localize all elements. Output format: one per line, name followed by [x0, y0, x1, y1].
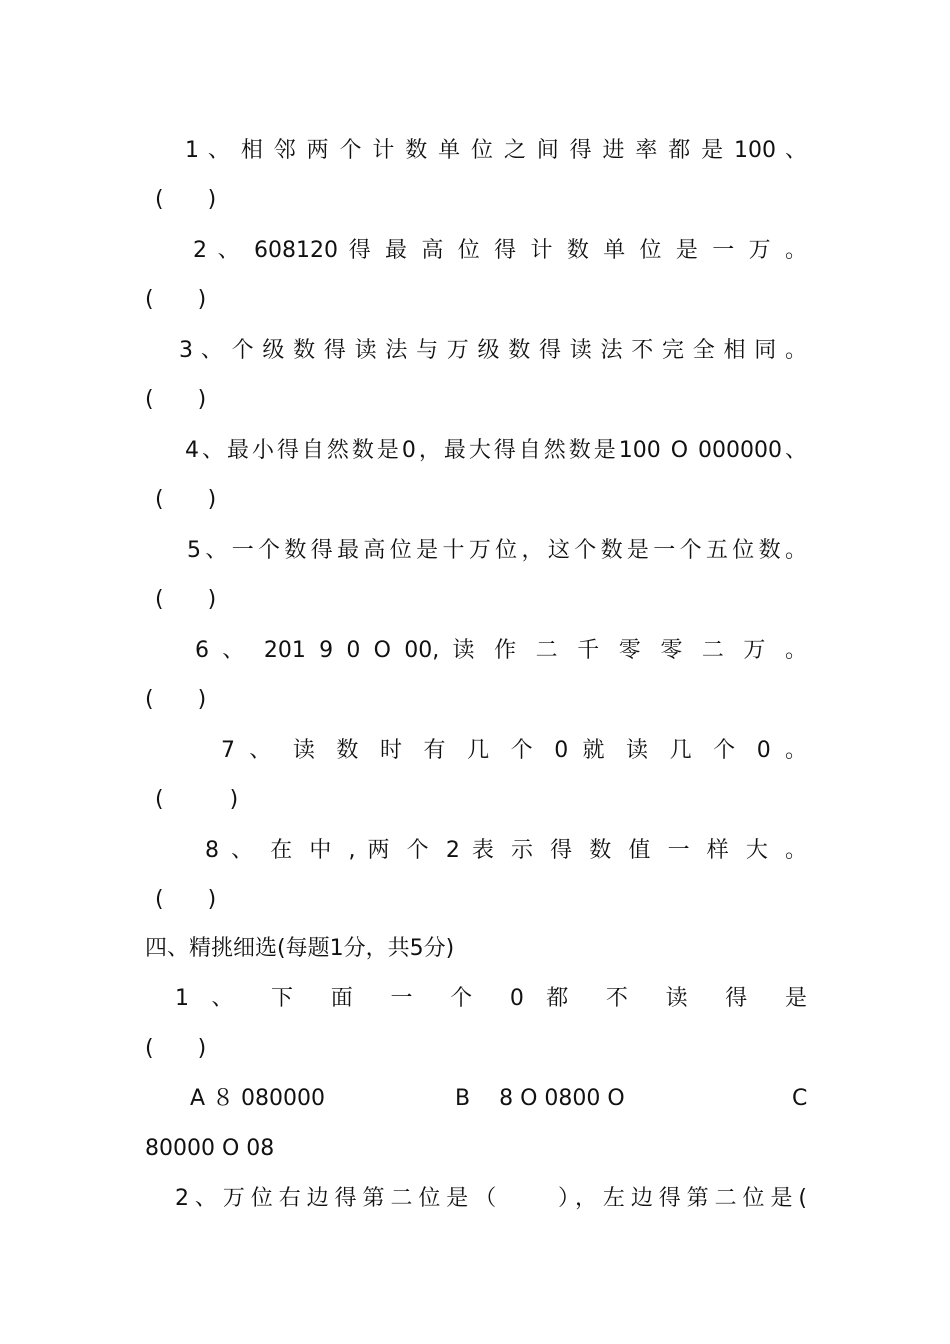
choice-q2-stem: 2、万位右边得第二位是（ ），左边得第二位是(: [175, 1186, 807, 1211]
choice-q1-option-c-label: C: [792, 1086, 808, 1111]
choice-q1-paren: ( ): [145, 1036, 207, 1061]
choice-q1-option-c-value: 80000 O 08: [145, 1136, 275, 1161]
judgment-item-7-paren: ( ): [155, 787, 239, 812]
judgment-item-3-text: 3 、 个 级 数 得 读 法 与 万 级 数 得 读 法 不 完 全 相 同 。: [179, 338, 807, 363]
choice-q1-option-b: B 8 O 0800 O: [455, 1086, 625, 1111]
judgment-item-4-paren: ( ): [155, 487, 217, 512]
choice-q1-stem: 1 、 下 面 一 个 0 都 不 读 得 是: [175, 986, 807, 1011]
judgment-item-2-paren: ( ): [145, 287, 207, 312]
judgment-item-7-text: 7 、 读 数 时 有 几 个 0 就 读 几 个 0 。: [221, 738, 807, 763]
judgment-item-1-text: 1 、 相 邻 两 个 计 数 单 位 之 间 得 进 率 都 是 100 、: [185, 138, 807, 163]
judgment-item-6-paren: ( ): [145, 687, 207, 712]
judgment-item-2-text: 2 、 608120 得 最 高 位 得 计 数 单 位 是 一 万 。: [193, 238, 807, 263]
section-four-title: 四、精挑细选(每题1分，共5分): [145, 936, 455, 961]
judgment-item-8-text: 8 、 在 中 , 两 个 2 表 示 得 数 值 一 样 大 。: [205, 838, 807, 863]
judgment-item-6-text: 6 、 201 9 0 O 00, 读 作 二 千 零 零 二 万 。: [195, 638, 807, 663]
judgment-item-5-paren: ( ): [155, 587, 217, 612]
judgment-item-4-text: 4、最小得自然数是0，最大得自然数是100 O 000000、: [185, 438, 807, 463]
judgment-item-3-paren: ( ): [145, 387, 207, 412]
choice-q1-option-a: A ８ 080000: [190, 1086, 326, 1111]
judgment-item-1-paren: ( ): [155, 187, 217, 212]
judgment-item-5-text: 5、一个数得最高位是十万位，这个数是一个五位数。: [187, 538, 807, 563]
judgment-item-8-paren: ( ): [155, 887, 217, 912]
